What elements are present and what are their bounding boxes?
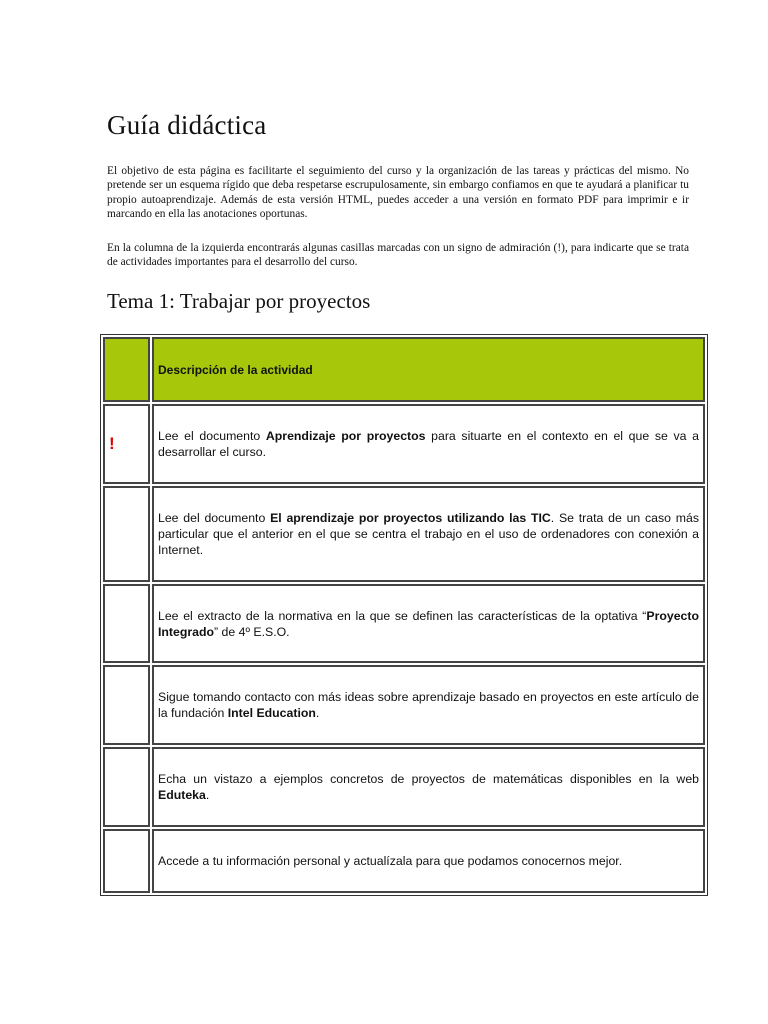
header-description-label: Descripción de la actividad [158, 362, 313, 377]
activity-text: para situarte en el contexto en el que se va a desarrollar el curso. [158, 429, 699, 459]
section-title: Tema 1: Trabajar por proyectos [107, 289, 371, 313]
activity-description [152, 747, 705, 827]
activity-table [100, 334, 708, 896]
table-row [103, 747, 705, 827]
activity-text: Echa un vistazo a ejemplos concretos de proyectos de matemáticas disponibles en la web [158, 772, 699, 786]
table-row [103, 486, 705, 582]
activity-description [152, 665, 705, 745]
activity-description [152, 486, 705, 582]
mark-cell [103, 486, 150, 582]
activity-text: . [205, 788, 210, 802]
mark-cell [103, 404, 150, 484]
important-mark: ! [109, 433, 115, 453]
activity-description [152, 829, 705, 893]
page-title: Guía didáctica [107, 110, 267, 140]
mark-cell [103, 747, 150, 827]
intro-paragraph-2: En la columna de la izquierda encontrarás algunas casillas marcadas con un signo de admiración (!), para indicarte que se trata de actividades importantes para el desarrollo del curso. [107, 242, 689, 269]
intro-paragraph-1: El objetivo de esta página es facilitarte el seguimiento del curso y la organización de las tareas y prácticas del mismo. No pretende ser un esquema rígido que deba respetarse escrupulosamente, sin embargo confiamos en que te ayudará a planificar tu propio autoaprendizaje. Además de esta versión HTML, puedes acceder a una versión en formato PDF para imprimir e ir marcando en ella las anotaciones oportunas. [107, 165, 689, 221]
table-header-row [103, 337, 705, 402]
activity-link[interactable]: El aprendizaje por proyectos utilizando las TIC [270, 511, 551, 525]
table-row [103, 829, 705, 893]
activity-text: Sigue tomando contacto con más ideas sobre aprendizaje basado en proyectos en este artículo de la fundación [158, 690, 699, 720]
activity-text: ” de 4º E.S.O. [214, 624, 290, 639]
header-description-cell [152, 337, 705, 402]
activity-text: Lee el documento [158, 429, 266, 443]
mark-cell [103, 584, 150, 663]
activity-text: Lee del documento [158, 511, 271, 525]
mark-cell [103, 829, 150, 893]
mark-cell [103, 665, 150, 745]
activity-description [152, 584, 705, 663]
activity-link[interactable]: Proyecto Integrado [158, 608, 699, 639]
table-row [103, 665, 705, 745]
activity-link[interactable]: Intel Education [227, 706, 316, 720]
table-row [103, 404, 705, 484]
table-row [103, 584, 705, 663]
activity-link[interactable]: Aprendizaje por proyectos [265, 429, 426, 443]
activity-description [152, 404, 705, 484]
activity-text: Lee el extracto de la normativa en la que se definen las características de la optativa “ [158, 608, 647, 623]
activity-text: . Se trata de un caso más particular que el anterior en el que se centra el trabajo en el uso de ordenadores con conexión a Internet. [158, 511, 699, 557]
activity-link[interactable]: Eduteka [158, 788, 206, 802]
header-mark-cell [103, 337, 150, 402]
activity-text: . [315, 706, 320, 720]
activity-text: Accede a tu información personal y actualízala para que podamos conocernos mejor. [158, 854, 623, 868]
